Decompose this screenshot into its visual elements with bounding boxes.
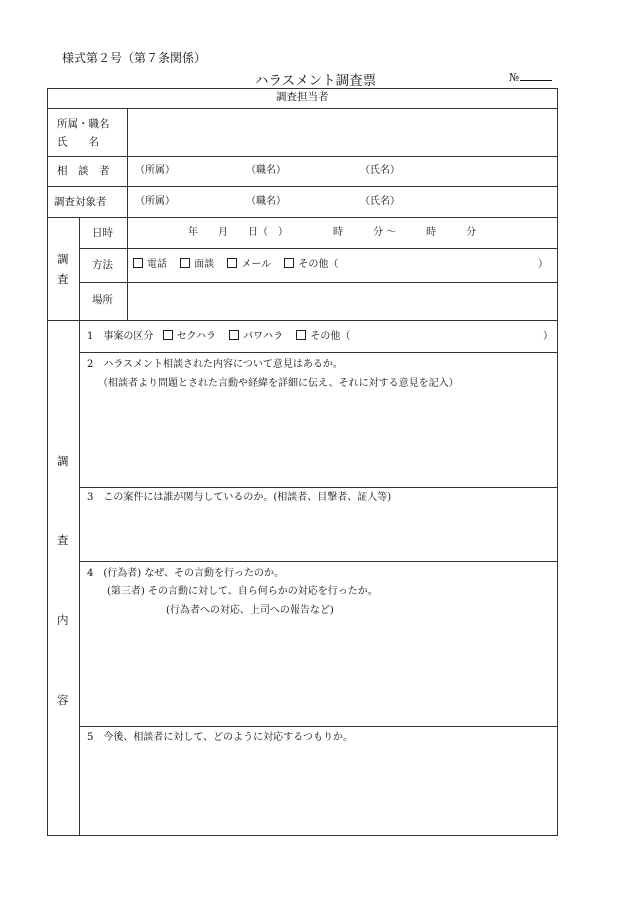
datetime-label: 日時: [92, 227, 113, 239]
subject-affiliation-field[interactable]: （所属）: [135, 196, 175, 207]
checkbox-icon[interactable]: [229, 330, 239, 340]
consulter-name-field[interactable]: （氏名）: [360, 165, 400, 176]
question-4: 4 (行為者) なぜ、その言動を行ったのか。: [87, 568, 285, 579]
checkbox-icon[interactable]: [296, 330, 306, 340]
place-input-field[interactable]: [128, 283, 557, 319]
method-option-email[interactable]: メール: [227, 258, 271, 272]
checkbox-icon[interactable]: [163, 330, 173, 340]
survey-section-label: 調: [57, 252, 69, 266]
method-label: 方法: [92, 259, 113, 271]
question-2-note: （相談者より問題とされた言動や経緯を詳細に伝え、それに対する意見を記入）: [98, 378, 459, 389]
question-4-answer-field[interactable]: [80, 622, 557, 724]
method-options: [133, 258, 348, 272]
subject-position-field[interactable]: （職名）: [246, 196, 286, 207]
subject-name-field[interactable]: （氏名）: [360, 196, 400, 207]
method-close-paren: ）: [538, 259, 548, 270]
row-divider: [47, 320, 558, 321]
row-divider: [47, 156, 558, 157]
question-1: [87, 330, 360, 344]
row-divider: [79, 352, 558, 353]
method-option-phone[interactable]: 電話: [133, 258, 167, 272]
question-1-label: 1 事案の区分: [87, 331, 154, 342]
checkbox-icon[interactable]: [133, 258, 143, 268]
investigator-header: 調査担当者: [276, 91, 329, 103]
document-number-field[interactable]: [520, 71, 552, 81]
consulter-affiliation-field[interactable]: （所属）: [135, 165, 175, 176]
affiliation-label: 所属・職名: [57, 118, 110, 130]
question-3: 3 この案件には誰が関与しているのか。(相談者、目撃者、証人等): [87, 492, 392, 503]
subject-label: 調査対象者: [54, 196, 107, 208]
place-label: 場所: [92, 294, 113, 306]
content-section-label: 査: [57, 533, 69, 547]
category-option-sexual-harassment[interactable]: セクハラ: [163, 330, 216, 344]
consulter-label: 相 談 者: [57, 165, 110, 177]
row-divider: [79, 561, 558, 562]
question-5-answer-field[interactable]: [80, 749, 557, 834]
row-divider: [79, 248, 558, 249]
method-option-interview[interactable]: 面談: [180, 258, 214, 272]
document-number-label: №: [509, 71, 520, 84]
checkbox-icon[interactable]: [227, 258, 237, 268]
q1-close-paren: ）: [543, 331, 553, 342]
row-divider: [79, 726, 558, 727]
question-4-note: (行為者への対応、上司への報告など): [166, 605, 334, 616]
row-divider: [79, 487, 558, 488]
content-section-label: 調: [57, 454, 69, 468]
category-option-power-harassment[interactable]: パワハラ: [229, 330, 283, 344]
investigator-input-field[interactable]: [128, 109, 557, 155]
checkbox-icon[interactable]: [180, 258, 190, 268]
method-option-other[interactable]: その他（: [284, 258, 338, 272]
name-label: 氏 名: [57, 136, 99, 148]
checkbox-icon[interactable]: [284, 258, 294, 268]
content-section-label: 内: [57, 613, 69, 627]
question-2: 2 ハラスメント相談された内容について意見はあるか。: [87, 359, 343, 370]
row-divider: [47, 217, 558, 218]
content-section-label: 容: [57, 693, 69, 707]
datetime-field[interactable]: 年 月 日（ ） 時 分 〜 時 分: [188, 227, 477, 238]
question-4-third-party: (第三者) その言動に対して、自ら何らかの対応を行ったか。: [107, 586, 378, 597]
question-3-answer-field[interactable]: [80, 508, 557, 560]
row-divider: [47, 186, 558, 187]
category-option-other[interactable]: その他（: [296, 330, 350, 344]
question-5: 5 今後、相談者に対して、どのように対応するつもりか。: [87, 732, 354, 743]
consulter-position-field[interactable]: （職名）: [246, 165, 286, 176]
survey-section-label: 査: [57, 272, 69, 286]
document-number: [509, 71, 552, 84]
document-title: ハラスメント調査票: [255, 73, 377, 89]
form-number-label: 様式第２号（第７条関係）: [62, 51, 207, 65]
question-2-answer-field[interactable]: [80, 395, 557, 485]
